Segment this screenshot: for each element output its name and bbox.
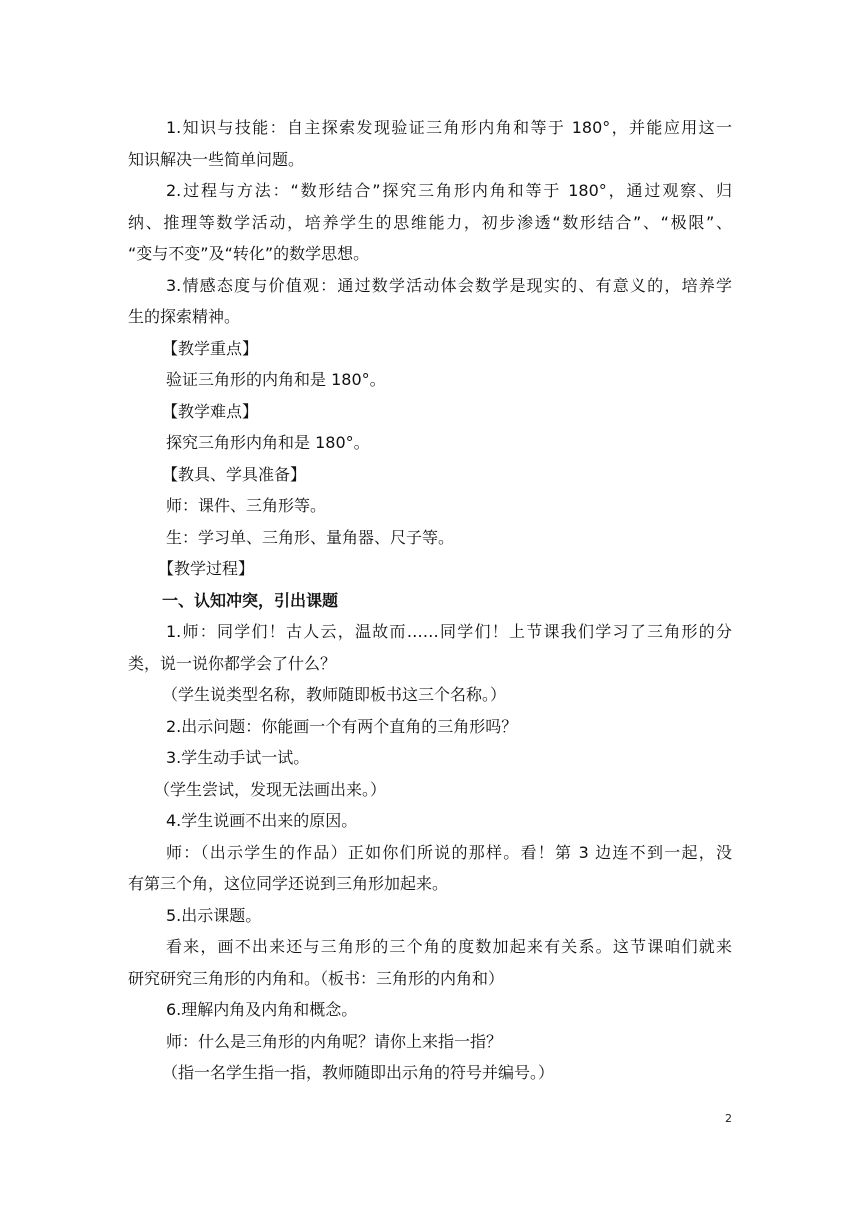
teaching-difficulty-heading: 【教学难点】 bbox=[162, 401, 259, 421]
step-5-line-1: 看来，画不出来还与三角形的三个角的度数加起来有关系。这节课咱们就来 bbox=[166, 937, 732, 956]
step-2: 2.出示问题：你能画一个有两个直角的三角形吗？ bbox=[166, 716, 518, 736]
step-4-teacher-line-2: 有第三个角，这位同学还说到三角形加起来。 bbox=[128, 874, 449, 893]
tools-heading: 【教具、学具准备】 bbox=[162, 464, 307, 484]
goal-attitude-line-1: 3.情感态度与价值观：通过数学活动体会数学是现实的、有意义的，培养学 bbox=[166, 275, 732, 295]
step-1-line-2: 类，说一说你都学会了什么？ bbox=[128, 653, 337, 673]
step-5-line-2: 研究研究三角形的内角和。（板书：三角形的内角和） bbox=[128, 968, 505, 988]
tools-teacher: 师：课件、三角形等。 bbox=[166, 496, 327, 515]
document-body bbox=[128, 112, 732, 1089]
step-4-teacher-line-1: 师：（出示学生的作品）正如你们所说的那样。看！第 3 边连不到一起，没 bbox=[166, 842, 732, 862]
goal-process-line-2: 纳、推理等数学活动，培养学生的思维能力，初步渗透“数形结合”、“极限”、 bbox=[128, 212, 732, 232]
step-6-note: （指一名学生指一指，教师随即出示角的符号并编号。） bbox=[162, 1063, 555, 1082]
goal-attitude-line-2: 生的探索精神。 bbox=[128, 307, 241, 326]
tools-student: 生：学习单、三角形、量角器、尺子等。 bbox=[166, 527, 455, 547]
teaching-difficulty-text: 探究三角形内角和是 180°。 bbox=[166, 433, 370, 452]
step-3-note: （学生尝试，发现无法画出来。） bbox=[154, 779, 387, 799]
step-1-note: （学生说类型名称，教师随即板书这三个名称。） bbox=[162, 685, 507, 704]
goal-knowledge-line-2: 知识解决一些简单问题。 bbox=[128, 149, 305, 169]
goal-knowledge-line-1: 1.知识与技能：自主探索发现验证三角形内角和等于 180°，并能应用这一 bbox=[166, 118, 732, 137]
page-number: 2 bbox=[725, 1112, 732, 1125]
teaching-key-heading: 【教学重点】 bbox=[162, 338, 259, 358]
step-5: 5.出示课题。 bbox=[166, 905, 262, 925]
step-6: 6.理解内角及内角和概念。 bbox=[166, 1000, 358, 1019]
step-3: 3.学生动手试一试。 bbox=[166, 748, 310, 767]
step-6-teacher: 师：什么是三角形的内角呢？请你上来指一指？ bbox=[166, 1031, 503, 1051]
step-1-line-1: 1.师：同学们！古人云，温故而……同学们！上节课我们学习了三角形的分 bbox=[166, 622, 732, 641]
goal-process-line-3: “变与不变”及“转化”的数学思想。 bbox=[128, 244, 370, 263]
section-1-heading: 一、认知冲突，引出课题 bbox=[162, 590, 339, 610]
goal-process-line-1: 2.过程与方法：“数形结合”探究三角形内角和等于 180°，通过观察、归 bbox=[166, 181, 732, 200]
teaching-process-heading: 【教学过程】 bbox=[158, 559, 255, 578]
teaching-key-text: 验证三角形的内角和是 180°。 bbox=[166, 370, 386, 389]
step-4: 4.学生说画不出来的原因。 bbox=[166, 811, 358, 830]
